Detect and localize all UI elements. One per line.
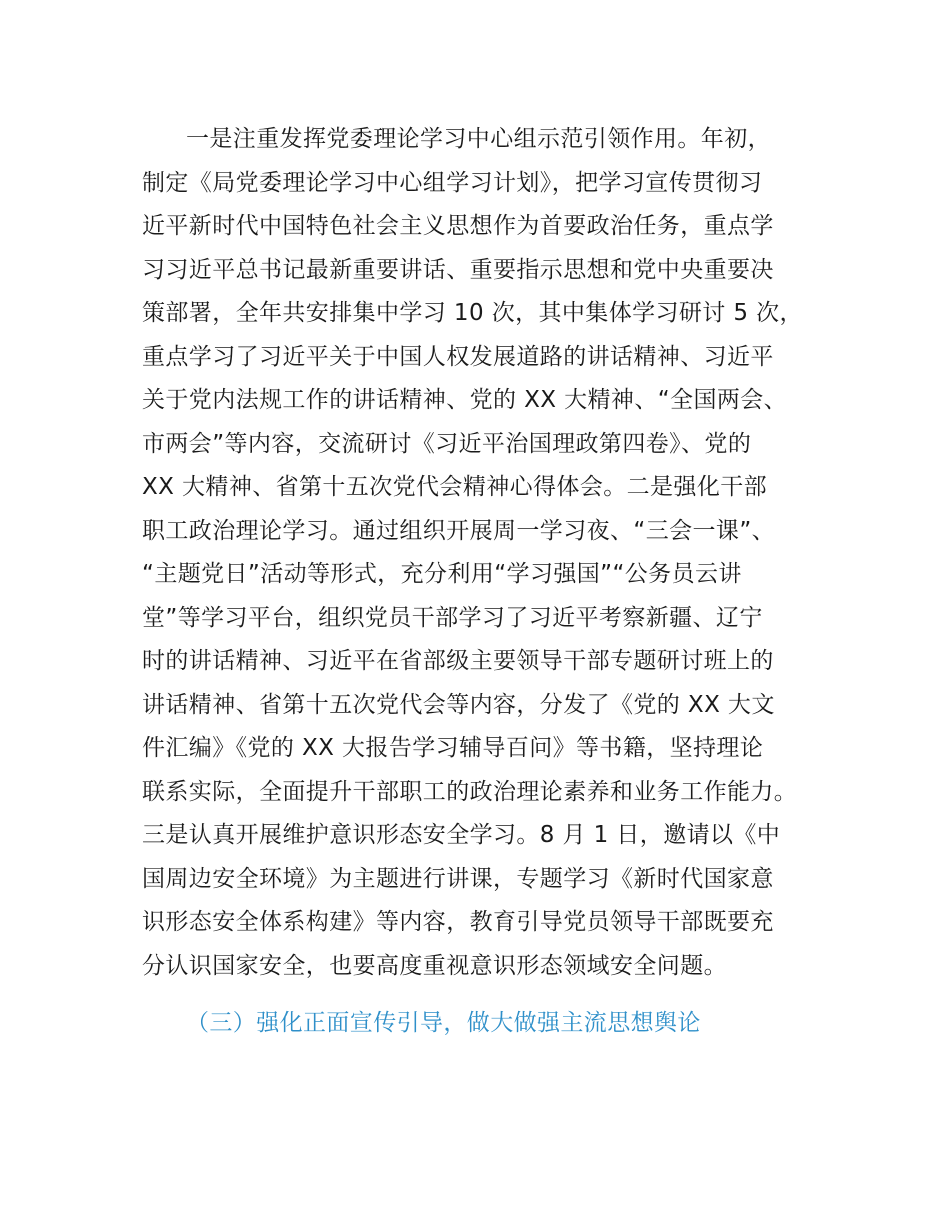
paragraph-line: 分认识国家安全，也要高度重视意识形态领域安全问题。 bbox=[142, 952, 727, 979]
paragraph-line: 关于党内法规工作的讲话精神、党的 XX 大精神、“全国两会、 bbox=[142, 387, 788, 413]
body-paragraph bbox=[142, 118, 842, 988]
paragraph-line: 国周边安全环境》为主题进行讲课，专题学习《新时代国家意 bbox=[142, 865, 774, 892]
paragraph-line: 近平新时代中国特色社会主义思想作为首要政治任务，重点学 bbox=[142, 213, 774, 239]
paragraph-line: 三是认真开展维护意识形态安全学习。8 月 1 日，邀请以《中 bbox=[142, 822, 781, 848]
paragraph-line: 堂”等学习平台，组织党员干部学习了习近平考察新疆、辽宁 bbox=[142, 604, 763, 631]
paragraph-line: 策部署，全年共安排集中学习 10 次，其中集体学习研讨 5 次， bbox=[142, 300, 803, 326]
paragraph-line: 职工政治理论学习。通过组织开展周一学习夜、“三会一课”、 bbox=[142, 517, 776, 544]
paragraph-line: 时的讲话精神、习近平在省部级主要领导干部专题研讨班上的 bbox=[142, 648, 774, 674]
paragraph-line: 联系实际，全面提升干部职工的政治理论素养和业务工作能力。 bbox=[142, 778, 798, 805]
paragraph-line: 讲话精神、省第十五次党代会等内容，分发了《党的 XX 大文 bbox=[142, 691, 775, 718]
paragraph-line: 习习近平总书记最新重要讲话、重要指示思想和党中央重要决 bbox=[142, 256, 774, 283]
paragraph-line: 一是注重发挥党委理论学习中心组示范引领作用。年初， bbox=[186, 126, 771, 152]
paragraph-line: “主题党日”活动等形式，充分利用“学习强国”“公务员云讲 bbox=[142, 561, 742, 587]
paragraph-line: 识形态安全体系构建》等内容，教育引导党员领导干部既要充 bbox=[142, 909, 774, 935]
paragraph-line: 重点学习了习近平关于中国人权发展道路的讲话精神、习近平 bbox=[142, 343, 774, 370]
section-heading: （三）强化正面宣传引导，做大做强主流思想舆论 bbox=[186, 1010, 701, 1036]
paragraph-line: XX 大精神、省第十五次党代会精神心得体会。二是强化干部 bbox=[142, 474, 768, 500]
paragraph-line: 件汇编》《党的 XX 大报告学习辅导百问》等书籍，坚持理论 bbox=[142, 735, 764, 761]
paragraph-line: 制定《局党委理论学习中心组学习计划》，把学习宣传贯彻习 bbox=[142, 169, 763, 196]
paragraph-line: 市两会”等内容，交流研讨《习近平治国理政第四卷》、党的 bbox=[142, 430, 752, 457]
